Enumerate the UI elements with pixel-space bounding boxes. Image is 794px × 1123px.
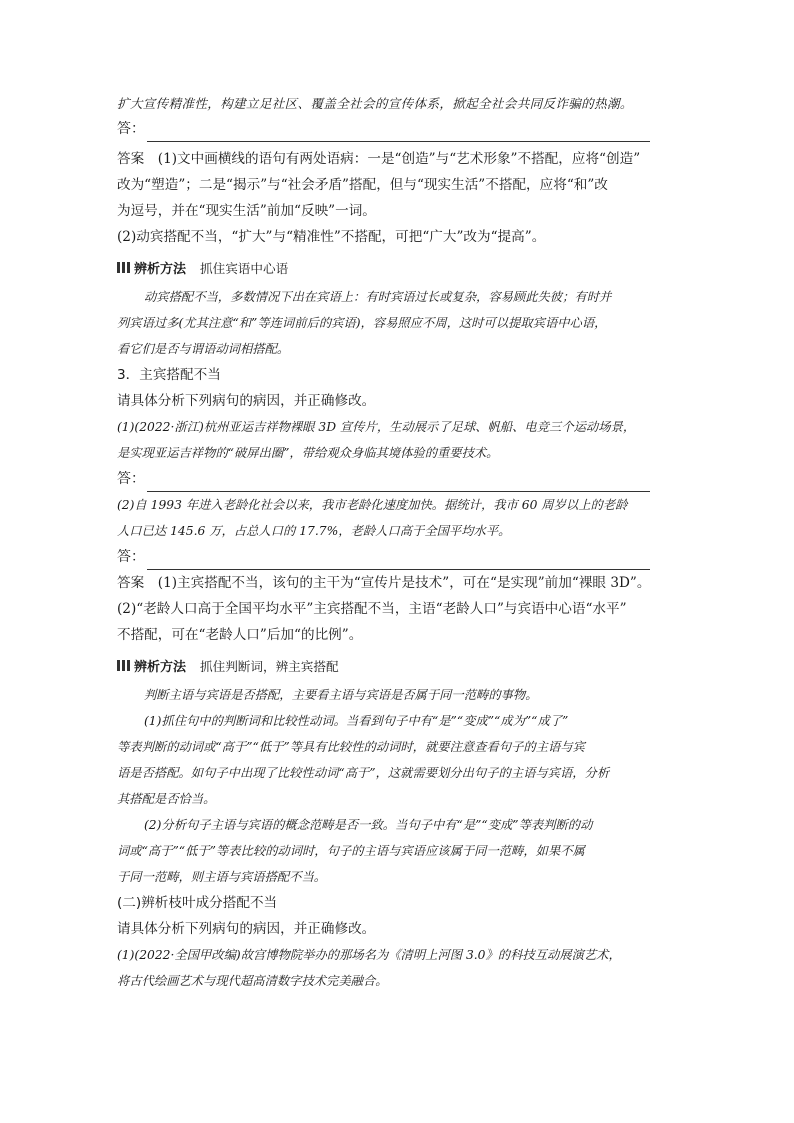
answer-text: 为逗号，并在“现实生活”前加“反映”一词。 [117,203,376,219]
section-heading: (二)辨析枝叶成分搭配不当 [117,895,278,911]
method-tag: 辨析方法 [134,261,187,277]
method-text: 看它们是否与谓语动词相搭配。 [117,342,290,356]
answer-line[interactable] [117,466,677,492]
method-bars-icon [117,660,130,671]
answer-line[interactable] [117,544,677,570]
answer-text: 答案 (1)文中画横线的语句有两处语病：一是“创造”与“艺术形象”不搭配，应将“创造” [117,151,641,167]
method-text: 语是否搭配。如句子中出现了比较性动词“高于”，这就需要划分出句子的主语与宾语，分析 [117,766,610,780]
page-content [117,92,677,994]
answer-label: 答： [117,549,145,565]
question-text: 人口已达 145.6 万，占总人口的 17.7%，老龄人口高于全国平均水平。 [117,524,511,538]
instruction-text: 请具体分析下列病句的病因，并正确修改。 [117,921,376,937]
method-text: 于同一范畴，则主语与宾语搭配不当。 [117,870,327,884]
answer-text: (2)“老龄人口高于全国平均水平”主宾搭配不当，主语“老龄人口”与宾语中心语“水平” [117,601,627,617]
method-text: 列宾语过多(尤其注意“和”等连词前后的宾语)，容易照应不周，这时可以提取宾语中心语， [117,316,607,330]
method-text: (1)抓住句中的判断词和比较性动词。当看到句子中有“是”“变成”“成为”“成了” [144,714,569,728]
section-heading: 3．主宾搭配不当 [117,367,221,383]
answer-blank[interactable] [147,126,650,142]
question-text: 扩大宣传精准性，构建立足社区、覆盖全社会的宣传体系，掀起全社会共同反诈骗的热潮。 [117,96,633,111]
answer-blank[interactable] [147,476,650,492]
question-text: 是实现亚运吉祥物的“破屏出圈”，带给观众身临其境体验的重要技术。 [117,446,499,460]
question-text: (1)(2022·浙江)杭州亚运吉祥物裸眼 3D 宣传片，生动展示了足球、帆船、电竞三个运动场景， [117,420,636,434]
method-text: 词或“高于”“低于”等表比较的动词时，句子的主语与宾语应该属于同一范畴，如果不属 [117,844,585,858]
instruction-text: 请具体分析下列病句的病因，并正确修改。 [117,393,376,409]
question-text: (2)自 1993 年进入老龄化社会以来，我市老龄化速度加快。据统计，我市 60 周岁以上的老龄 [117,498,628,512]
method-text: 动宾搭配不当，多数情况下出在宾语上：有时宾语过长或复杂，容易顾此失彼；有时并 [144,290,612,304]
method-title: 抓住判断词，辨主宾搭配 [200,658,339,674]
answer-line[interactable] [117,116,677,142]
method-header [117,252,677,282]
method-text: 等表判断的动词或“高于”“低于”等具有比较性的动词时，就要注意查看句子的主语与宾 [117,740,585,754]
answer-text: 改为“塑造”；二是“揭示”与“社会矛盾”搭配，但与“现实生活”不搭配，应将“和”改 [117,177,608,193]
answer-text: (2)动宾搭配不当，“扩大”与“精准性”不搭配，可把“广大”改为“提高”。 [117,229,546,245]
method-bars-icon [117,262,130,273]
method-title: 抓住宾语中心语 [200,260,289,276]
question-text: 将古代绘画艺术与现代超高清数字技术完美融合。 [117,974,388,988]
answer-label: 答： [117,121,145,137]
method-header [117,650,677,680]
method-text: (2)分析句子主语与宾语的概念范畴是否一致。当句子中有“是”“变成”等表判断的动 [144,818,593,832]
method-text: 判断主语与宾语是否搭配，主要看主语与宾语是否属于同一范畴的事物。 [144,688,538,702]
answer-label: 答： [117,471,145,487]
method-text: 其搭配是否恰当。 [117,792,216,806]
question-text: (1)(2022·全国甲改编)故宫博物院举办的那场名为《清明上河图 3.0》的科技互动展演艺术， [117,948,621,962]
answer-blank[interactable] [147,554,650,570]
answer-text: 答案 (1)主宾搭配不当，该句的主干为“宣传片是技术”，可在“是实现”前加“裸眼 3D”。 [117,575,651,591]
method-tag: 辨析方法 [134,659,187,675]
answer-text: 不搭配，可在“老龄人口”后加“的比例”。 [117,627,363,643]
